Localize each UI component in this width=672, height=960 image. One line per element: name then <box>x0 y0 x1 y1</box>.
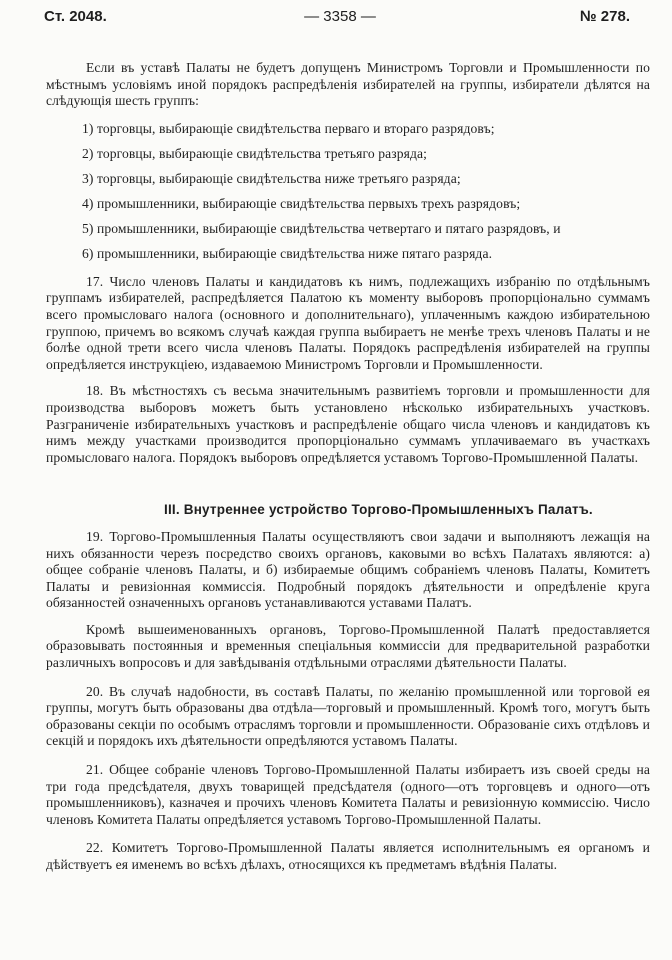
list-item: 4) промышленники, выбирающіе свидѣтельства первыхъ трехъ разрядовъ; <box>82 195 521 211</box>
article-19-continuation: Кромѣ вышеименованныхъ органовъ, Торгово-Промышленной Палатѣ предоставляется образовывать постоянныя и временныя спеціальныя коммиссіи для предварительной разработки различныхъ вопросовъ и для завѣдыванія отдѣльными отраслями дѣятельности Палаты. <box>46 621 650 671</box>
section-title: III. Внутреннее устройство Торгово-Промышленныхъ Палатъ. <box>164 502 593 518</box>
issue-number: № 278. <box>579 8 630 25</box>
list-item: 2) торговцы, выбирающіе свидѣтельства третьяго разряда; <box>82 145 428 161</box>
list-item: 6) промышленники, выбирающіе свидѣтельства ниже пятаго разряда. <box>82 245 493 261</box>
article-22: 22. Комитетъ Торгово-Промышленной Палаты является исполнительнымъ ея органомъ и дѣйствуетъ ея именемъ во всѣхъ дѣлахъ, относящихся къ предметамъ вѣдѣнія Палаты. <box>46 840 650 872</box>
intro-paragraph: Если въ уставѣ Палаты не будетъ допущенъ Министромъ Торговли и Промышленности по мѣстнымъ условіямъ иной порядокъ распредѣленія избирателей на группы, избиратели дѣлятся на слѣдующія шесть группъ: <box>46 60 650 109</box>
page-header <box>40 8 640 30</box>
article-19: 19. Торгово-Промышленныя Палаты осуществляютъ свои задачи и выполняютъ лежащія на нихъ обязанности черезъ посредство своихъ органовъ, каковыми во всѣхъ Палатахъ являются: а) общее собраніе членовъ Палаты, и б) избираемые общимъ собраніемъ членовъ Палаты, Комитетъ Палаты и ревизіонная коммиссія. Подробный порядокъ дѣятельности и опредѣленіе круга обязанностей означенныхъ органовъ устанавливаются уставами Палатъ. <box>46 528 650 611</box>
list-item: 5) промышленники, выбирающіе свидѣтельства четвертаго и пятаго разрядовъ, и <box>82 220 561 236</box>
list-item: 3) торговцы, выбирающіе свидѣтельства ниже третьяго разряда; <box>82 170 461 186</box>
page-number: — 3358 — <box>304 8 376 25</box>
article-21: 21. Общее собраніе членовъ Торгово-Промышленной Палаты избираетъ изъ своей среды на три года предсѣдателя, двухъ товарищей предсѣдателя (одного—отъ торговцевъ и одного—отъ промышленниковъ), казначея и прочихъ членовъ Комитета Палаты и ревизіонную коммиссію. Число членовъ Комитета Палаты опредѣляется уставомъ Торгово-Промышленной Палаты. <box>46 762 650 827</box>
article-number: Ст. 2048. <box>44 8 107 25</box>
list-item: 1) торговцы, выбирающіе свидѣтельства перваго и втораго разрядовъ; <box>82 120 495 136</box>
article-17: 17. Число членовъ Палаты и кандидатовъ къ нимъ, подлежащихъ избранію по отдѣльнымъ группамъ избирателей, распредѣляется Палатою къ моменту выборовъ пропорціонально суммамъ всего промысловаго налога (основного и дополнительнаго), уплаченнымъ каждою избирательною группою, причемъ во всякомъ случаѣ каждая группа выбираетъ не менѣе трехъ членовъ Палаты и не болѣе одной трети всего числа членовъ Палаты. Порядокъ распредѣленія избирателей на группы опредѣляется инструкціею, издаваемою Министромъ Торговли и Промышленности. <box>46 273 650 372</box>
document-body <box>46 60 650 874</box>
article-18: 18. Въ мѣстностяхъ съ весьма значительнымъ развитіемъ торговли и промышленности для производства выборовъ можетъ быть установлено нѣсколько избирательныхъ участковъ. Разграниченіе избирательныхъ участковъ и распредѣленіе общаго числа членовъ и кандидатовъ къ нимъ между участками производится пропорціонально суммамъ уплачиваемаго въ участкахъ промысловаго налога. Порядокъ выборовъ опредѣляется уставомъ Торгово-Промышленной Палаты. <box>46 383 650 465</box>
voter-groups-list <box>46 116 650 266</box>
article-20: 20. Въ случаѣ надобности, въ составѣ Палаты, по желанію промышленной или торговой ея группы, могутъ быть образованы два отдѣла—торговый и промышленный. Кромѣ того, могутъ быть образованы секціи по особымъ отраслямъ торговли и промышленности. Образованіе сихъ отдѣловъ и секцій и порядокъ ихъ дѣятельности опредѣляются уставомъ Палаты. <box>46 683 650 749</box>
